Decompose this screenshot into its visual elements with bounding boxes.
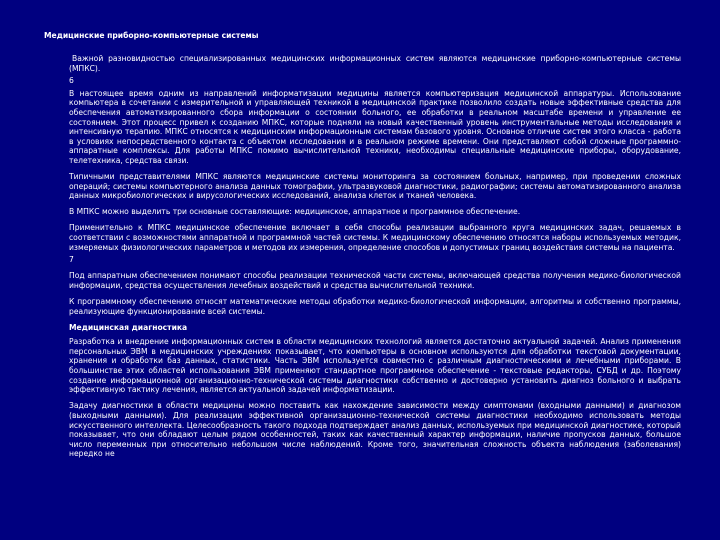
body-paragraph: К программному обеспечению относят математические методы обработки медико-биологической информации, алгоритмы и собственно программы, реализующие функционирование всей системы. (69, 296, 681, 316)
body-paragraph: Типичными представителями МПКС являются медицинские системы мониторинга за состоянием больных, например, при проведении сложных операций; системы компьютерного анализа данных томографии, ультразвуковой диагностики, радиографии; системы автоматизированного анализа данных микробиологических и вирусологических исследований, анализа клеток и тканей человека. (69, 172, 681, 201)
body-paragraph: В МПКС можно выделить три основные составляющие: медицинское, аппаратное и программное обеспечение. (69, 207, 521, 217)
body-paragraph: Разработка и внедрение информационных систем в области медицинских технологий является достаточно актуальной задачей. Анализ применения персональных ЭВМ в медицинских учреждениях показывает, что компьютеры в основном используются для обработки текстовой документации, хранения и обработки баз данных, статистики. Часть ЭВМ используется совместно с различным диагностическими и лечебными приборами. В большинстве этих областей использования ЭВМ применяют стандартное программное обеспечение - текстовые редакторы, СУБД и др. Поэтому создание информационной организационно-технической системы диагностики собственно и достоверно установить диагноз больного и выбрать эффективную тактику лечения, является актуальной задачей информатизации. (69, 337, 681, 395)
page-marker: 6 (69, 76, 74, 86)
document-body (69, 54, 681, 465)
body-paragraph: Под аппаратным обеспечением понимают способы реализации технической части системы, включающей средства получения медико-биологической информации, средства осуществления лечебных воздействий и средства вычислительной техники. (69, 271, 681, 290)
page-marker: 7 (69, 255, 74, 265)
page-title: Медицинские приборно-компьютерные системы (44, 31, 259, 40)
section-subheading: Медицинская диагностика (69, 322, 188, 332)
body-paragraph: Применительно к МПКС медицинское обеспечение включает в себя способы реализации выбранного круга медицинских задач, решаемых в соответствии с возможностями аппаратной и программной частей системы. К медицинскому обеспечению относятся наборы используемых методик, измеряемых физиологических параметров и методов их измерения, определение способов и допустимых границ воздействия системы на пациента. (69, 223, 681, 252)
intro-paragraph: Важной разновидностью специализированных медицинских информационных систем являются медицинские приборно-компьютерные системы (МПКС). (69, 54, 681, 73)
body-paragraph: Задачу диагностики в области медицины можно поставить как нахождение зависимости между симптомами (входными данными) и диагнозом (выходными данными). Для реализации эффективной организационно-технической системы диагностики необходимо использовать методы искусственного интеллекта. Целесообразность такого подхода подтверждает анализ данных, используемых при медицинской диагностике, который показывает, что они обладают целым рядом особенностей, таких как качественный характер информации, наличие пропусков данных, большое число переменных при относительно небольшом числе наблюдений. Кроме того, значительная сложность объекта наблюдения (заболевания) нередко не (69, 401, 681, 459)
body-paragraph: В настоящее время одним из направлений информатизации медицины является компьютеризация медицинской аппаратуры. Использование компьютера в сочетании с измерительной и управляющей техникой в медицинской практике позволило создать новые эффективные средства для обеспечения автоматизированного сбора информации о состоянии больного, ее обработки в реальном масштабе времени и управление ее состоянием. Этот процесс привел к созданию МПКС, которые подняли на новый качественный уровень инструментальные методы исследования и интенсивную терапию. МПКС относятся к медицинским информационным системам базового уровня. Основное отличие систем этого класса - работа в условиях непосредственного контакта с объектом исследования и в реальном режиме времени. Они представляют собой сложные программно-аппаратные комплексы. Для работы МПКС помимо вычислительной техники, необходимы специальные медицинские приборы, оборудование, телетехника, средства связи. (69, 88, 681, 165)
